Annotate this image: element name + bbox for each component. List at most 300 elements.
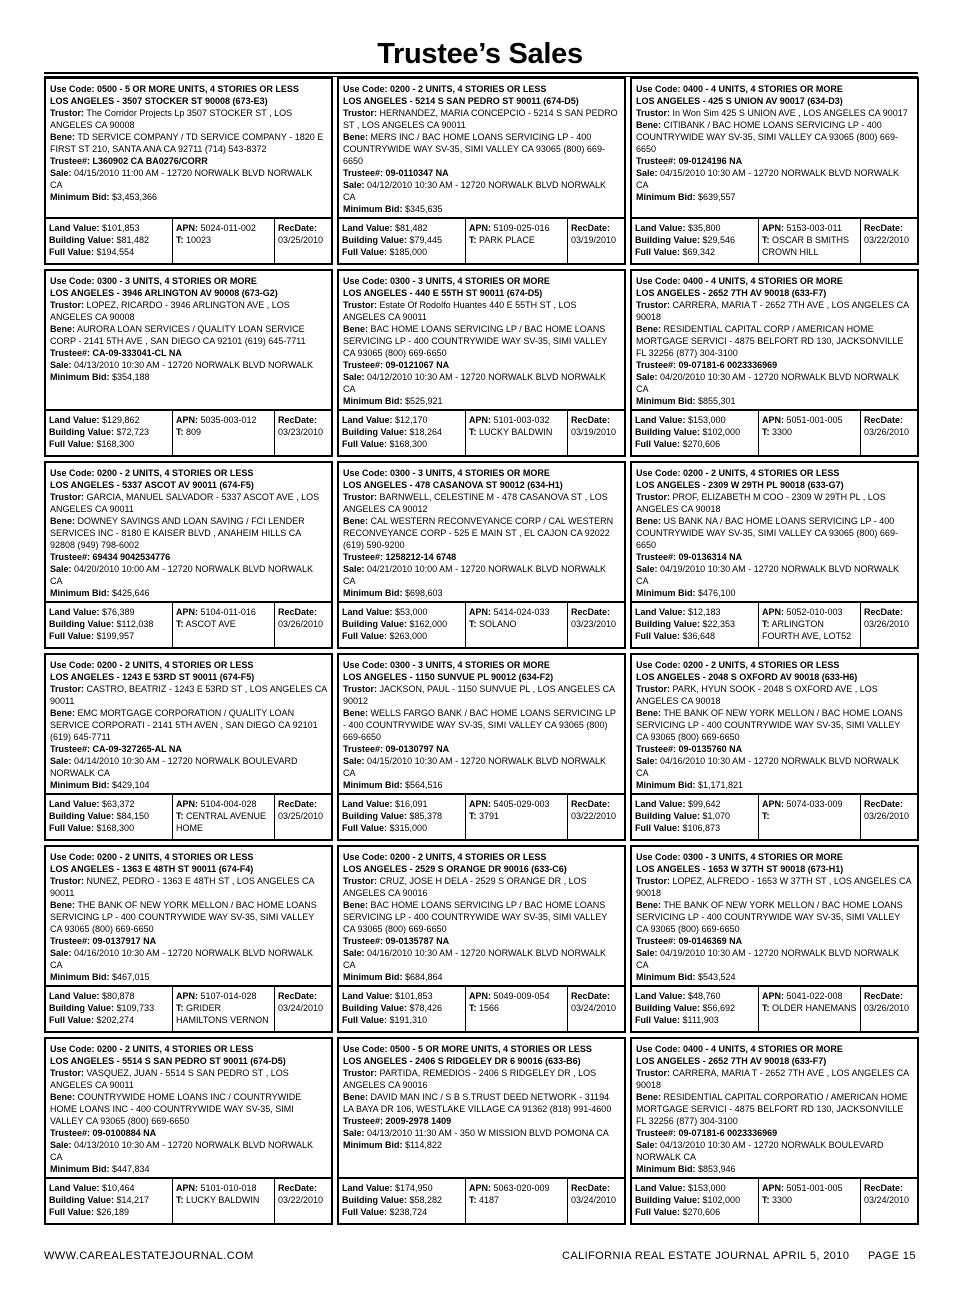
apn-line [469, 414, 564, 426]
trustor-label: Trustor: [636, 1068, 671, 1078]
beneficiary-value: WELLS FARGO BANK / BAC HOME LOANS SERVICING LP - 400 COUNTRYWIDE WAY SV-35, SIMI VALLEY CA 93065 (800) 669-6650 [343, 708, 616, 742]
land-value-value: $48,760 [688, 991, 721, 1001]
land-value-value: $63,372 [102, 799, 135, 809]
sale-info-label: Sale: [343, 1128, 365, 1138]
minimum-bid-value: $425,646 [112, 588, 150, 598]
apn-label: APN: [176, 991, 198, 1001]
values-column [632, 795, 758, 839]
tract-line [469, 810, 564, 822]
use-code: Use Code: 0500 - 5 OR MORE UNITS, 4 STORIES OR LESS [343, 1044, 592, 1054]
building-value-line [635, 234, 755, 246]
building-value-label: Building Value: [49, 1195, 115, 1205]
recdate-value: 03/22/2010 [864, 235, 910, 245]
page-title: Trustee’s Sales [377, 38, 583, 70]
listing-card [630, 77, 919, 265]
building-value-line [635, 618, 755, 630]
sale-info-value: 04/15/2010 10:30 AM - 12720 NORWALK BLVD NORWALK CA [343, 756, 606, 778]
land-value-value: $99,642 [688, 799, 721, 809]
trustee-number-label: Trustee#: [343, 936, 384, 946]
recdate-value: 03/24/2010 [571, 1195, 617, 1205]
building-value-value: $58,282 [409, 1195, 443, 1205]
beneficiary-label: Bene: [50, 324, 76, 334]
recdate-column [274, 411, 331, 455]
trustor-line [50, 683, 327, 707]
listing-details [343, 851, 620, 987]
tract-label: T: [176, 235, 184, 245]
land-value-label: Land Value: [342, 607, 393, 617]
building-value-line [635, 810, 755, 822]
building-value-label: Building Value: [635, 811, 701, 821]
sale-info-value: 04/19/2010 10:30 AM - 12720 NORWALK BLVD NORWALK CA [636, 564, 899, 586]
trustor-line [343, 875, 620, 899]
tract-value: LUCKY BALDWIN [186, 1195, 260, 1205]
use-code: Use Code: 0200 - 2 UNITS, 4 STORIES OR LESS [50, 852, 254, 862]
full-value-value: $270,606 [682, 1207, 721, 1217]
full-value-label: Full Value: [49, 823, 95, 833]
full-value-value: $238,724 [389, 1207, 428, 1217]
sale-info-line [636, 755, 913, 779]
apn-label: APN: [762, 991, 784, 1001]
apn-column [465, 987, 567, 1031]
sale-info-line [636, 371, 913, 395]
building-value-value: $72,723 [116, 427, 150, 437]
tract-line [469, 234, 564, 246]
trustee-number-value: CA-09-333041-CL NA [92, 348, 182, 358]
sale-info-value: 04/19/2010 10:30 AM - 12720 NORWALK BLVD NORWALK CA [636, 948, 899, 970]
trustee-number-value: 09-0146369 NA [678, 936, 743, 946]
sale-info-line [50, 167, 327, 191]
values-column [46, 795, 172, 839]
land-value-label: Land Value: [635, 1183, 686, 1193]
full-value-line [49, 246, 169, 258]
land-value-label: Land Value: [342, 223, 393, 233]
minimum-bid-label: Minimum Bid: [50, 780, 110, 790]
full-value-value: $263,000 [389, 631, 428, 641]
apn-value: 5414-024-033 [493, 607, 550, 617]
trustor-line [50, 299, 327, 323]
listing-details [343, 1043, 620, 1179]
beneficiary-value: COUNTRYWIDE HOME LOANS INC / COUNTRYWIDE HOME LOANS INC - 400 COUNTRYWIDE WAY SV-35, SIMI VALLEY CA 93065 (800) 669-6650 [50, 1092, 302, 1126]
full-value-line [342, 438, 462, 450]
land-value-value: $153,000 [688, 415, 726, 425]
beneficiary-value: DOWNEY SAVINGS AND LOAN SAVING / FCI LENDER SERVICES INC - 8180 E KAISER BLVD , ANAHEIM HILLS CA 92808 (949) 798-6002 [50, 516, 305, 550]
full-value-line [635, 438, 755, 450]
trustee-number-label: Trustee#: [50, 744, 91, 754]
listings-grid [44, 77, 918, 1225]
apn-label: APN: [762, 1183, 784, 1193]
tract-label: T: [762, 619, 770, 629]
listing-details [50, 467, 327, 603]
beneficiary-line [343, 707, 620, 743]
beneficiary-line [636, 1091, 913, 1127]
beneficiary-line [636, 707, 913, 743]
trustee-number-value: 09-0137917 NA [92, 936, 157, 946]
beneficiary-line [636, 119, 913, 155]
tract-label: T: [176, 619, 184, 629]
full-value-label: Full Value: [342, 1207, 388, 1217]
full-value-label: Full Value: [49, 631, 95, 641]
tract-value: 809 [186, 427, 202, 437]
tract-line [762, 618, 857, 642]
trustor-label: Trustor: [50, 108, 85, 118]
values-column [46, 987, 172, 1031]
recdate-label: RecDate: [864, 991, 904, 1001]
values-column [632, 219, 758, 263]
trustor-label: Trustor: [50, 684, 85, 694]
minimum-bid-line [343, 1139, 620, 1151]
trustee-number-label: Trustee#: [636, 360, 677, 370]
sale-info-line [636, 167, 913, 191]
minimum-bid-line [343, 395, 620, 407]
apn-label: APN: [176, 607, 198, 617]
recdate-value: 03/23/2010 [278, 427, 324, 437]
recdate-value: 03/22/2010 [571, 811, 617, 821]
minimum-bid-value: $1,171,821 [698, 780, 744, 790]
sale-info-line [343, 1127, 620, 1139]
apn-label: APN: [176, 1183, 198, 1193]
tract-value: 10023 [186, 235, 212, 245]
building-value-value: $84,150 [116, 811, 150, 821]
listing-details [50, 83, 327, 219]
listing-card [337, 1037, 626, 1225]
building-value-value: $79,445 [409, 235, 443, 245]
recdate-column [567, 219, 624, 263]
minimum-bid-value: $698,603 [405, 588, 443, 598]
sale-info-line [343, 563, 620, 587]
full-value-line [49, 1014, 169, 1026]
values-column [339, 219, 465, 263]
property-address: LOS ANGELES - 2406 S RIDGELEY DR 6 90016 (633-B6) [343, 1056, 581, 1066]
recdate-column [860, 219, 917, 263]
building-value-value: $81,482 [116, 235, 150, 245]
building-value-value: $109,733 [116, 1003, 155, 1013]
recdate-value: 03/26/2010 [864, 1003, 910, 1013]
minimum-bid-label: Minimum Bid: [636, 588, 696, 598]
building-value-line [342, 1002, 462, 1014]
minimum-bid-line [343, 779, 620, 791]
sale-info-label: Sale: [636, 564, 658, 574]
land-value-value: $35,800 [688, 223, 721, 233]
trustee-number-line [50, 155, 327, 167]
land-value-label: Land Value: [49, 607, 100, 617]
full-value-label: Full Value: [342, 631, 388, 641]
beneficiary-label: Bene: [343, 1092, 369, 1102]
building-value-line [49, 810, 169, 822]
trustee-number-value: 09-07181-6 0023336969 [678, 360, 778, 370]
trustee-number-line [50, 935, 327, 947]
tract-label: T: [176, 1003, 184, 1013]
sale-info-label: Sale: [50, 168, 72, 178]
full-value-line [49, 1206, 169, 1218]
minimum-bid-value: $3,453,366 [112, 192, 158, 202]
beneficiary-label: Bene: [636, 324, 662, 334]
trustee-number-label: Trustee#: [343, 360, 384, 370]
apn-column [465, 1179, 567, 1223]
property-address: LOS ANGELES - 1243 E 53RD ST 90011 (674-F5) [50, 672, 255, 682]
building-value-line [49, 234, 169, 246]
trustor-label: Trustor: [636, 492, 671, 502]
trustee-number-line [343, 167, 620, 179]
apn-label: APN: [176, 799, 198, 809]
sale-info-line [636, 947, 913, 971]
sale-info-line [636, 563, 913, 587]
beneficiary-label: Bene: [50, 132, 76, 142]
land-value-label: Land Value: [49, 991, 100, 1001]
land-value-line [342, 1182, 462, 1194]
listing-card [337, 269, 626, 457]
full-value-label: Full Value: [635, 439, 681, 449]
land-value-value: $174,950 [395, 1183, 433, 1193]
land-value-line [342, 414, 462, 426]
apn-label: APN: [762, 607, 784, 617]
property-address: LOS ANGELES - 3507 STOCKER ST 90008 (673-E3) [50, 96, 268, 106]
listing-values [632, 409, 917, 455]
listing-values [46, 985, 331, 1031]
values-column [46, 219, 172, 263]
sale-info-label: Sale: [636, 372, 658, 382]
apn-label: APN: [176, 223, 198, 233]
trustee-number-value: 09-0124196 NA [678, 156, 743, 166]
trustee-number-value: CA-09-327265-AL NA [92, 744, 182, 754]
minimum-bid-label: Minimum Bid: [50, 588, 110, 598]
minimum-bid-value: $345,635 [405, 204, 443, 214]
property-address: LOS ANGELES - 2529 S ORANGE DR 90016 (633-C6) [343, 864, 567, 874]
building-value-label: Building Value: [635, 1195, 701, 1205]
sale-info-line [636, 1139, 913, 1163]
building-value-value: $14,217 [116, 1195, 150, 1205]
beneficiary-line [636, 515, 913, 551]
land-value-line [342, 990, 462, 1002]
building-value-value: $102,000 [702, 1195, 741, 1205]
apn-column [465, 795, 567, 839]
listing-card [630, 461, 919, 649]
recdate-value: 03/24/2010 [864, 1195, 910, 1205]
trustor-value: PARTIDA, REMEDIOS - 2406 S RIDGELEY DR , LOS ANGELES CA 90016 [343, 1068, 597, 1090]
apn-line [176, 222, 271, 234]
tract-line [469, 1002, 564, 1014]
land-value-line [49, 990, 169, 1002]
trustee-number-value: 1258212-14 6748 [385, 552, 457, 562]
apn-label: APN: [469, 607, 491, 617]
full-value-label: Full Value: [49, 439, 95, 449]
trustor-line [636, 875, 913, 899]
listing-card [630, 653, 919, 841]
tract-line [176, 426, 271, 438]
recdate-value: 03/19/2010 [571, 427, 617, 437]
trustor-value: LOPEZ, RICARDO - 3946 ARLINGTON AVE , LOS ANGELES CA 90008 [50, 300, 290, 322]
listing-values [339, 985, 624, 1031]
land-value-label: Land Value: [635, 991, 686, 1001]
sale-info-line [343, 371, 620, 395]
trustor-value: LOPEZ, ALFREDO - 1653 W 37TH ST , LOS ANGELES CA 90018 [636, 876, 911, 898]
recdate-column [860, 987, 917, 1031]
land-value-line [49, 606, 169, 618]
recdate-value: 03/24/2010 [571, 1003, 617, 1013]
use-code: Use Code: 0200 - 2 UNITS, 4 STORIES OR LESS [343, 84, 547, 94]
beneficiary-line [50, 899, 327, 935]
use-code: Use Code: 0300 - 3 UNITS, 4 STORIES OR MORE [343, 468, 550, 478]
use-code: Use Code: 0400 - 4 UNITS, 4 STORIES OR MORE [636, 1044, 843, 1054]
values-column [632, 411, 758, 455]
tract-value: CENTRAL AVENUE HOME [176, 811, 267, 833]
trustee-number-line [50, 347, 327, 359]
apn-column [172, 1179, 274, 1223]
trustee-number-label: Trustee#: [50, 936, 91, 946]
footer-date: APRIL 5, 2010 [773, 1250, 850, 1262]
building-value-line [635, 426, 755, 438]
recdate-column [567, 795, 624, 839]
beneficiary-label: Bene: [636, 1092, 662, 1102]
trustee-number-line [343, 743, 620, 755]
trustee-number-value: 09-0135760 NA [678, 744, 743, 754]
land-value-label: Land Value: [342, 1183, 393, 1193]
building-value-label: Building Value: [49, 1003, 115, 1013]
trustor-value: CRUZ, JOSE H DELA - 2529 S ORANGE DR , LOS ANGELES CA 90016 [343, 876, 587, 898]
apn-value: 5101-010-018 [200, 1183, 257, 1193]
land-value-value: $10,464 [102, 1183, 135, 1193]
listing-values [632, 985, 917, 1031]
minimum-bid-line [343, 587, 620, 599]
trustor-line [636, 107, 913, 119]
use-code: Use Code: 0200 - 2 UNITS, 4 STORIES OR LESS [50, 468, 254, 478]
building-value-line [342, 1194, 462, 1206]
tract-line [762, 1002, 857, 1014]
tract-label: T: [176, 811, 184, 821]
listing-details [636, 659, 913, 795]
apn-value: 5074-033-009 [786, 799, 843, 809]
full-value-label: Full Value: [49, 247, 95, 257]
apn-line [176, 990, 271, 1002]
listing-details [636, 467, 913, 603]
recdate-column [274, 603, 331, 647]
trustee-number-line [636, 935, 913, 947]
apn-label: APN: [469, 223, 491, 233]
values-column [339, 987, 465, 1031]
recdate-label: RecDate: [864, 223, 904, 233]
full-value-value: $191,310 [389, 1015, 428, 1025]
apn-column [465, 603, 567, 647]
apn-value: 5101-003-032 [493, 415, 550, 425]
listing-values [632, 793, 917, 839]
beneficiary-line [50, 323, 327, 347]
sale-info-value: 04/14/2010 10:30 AM - 12720 NORWALK BOULEVARD NORWALK CA [50, 756, 298, 778]
tract-label: T: [469, 427, 477, 437]
building-value-value: $56,692 [702, 1003, 736, 1013]
use-code: Use Code: 0300 - 3 UNITS, 4 STORIES OR MORE [343, 276, 550, 286]
minimum-bid-label: Minimum Bid: [343, 396, 403, 406]
recdate-value: 03/25/2010 [278, 235, 324, 245]
recdate-value: 03/26/2010 [864, 427, 910, 437]
trustor-value: JACKSON, PAUL - 1150 SUNVUE PL , LOS ANGELES CA 90012 [343, 684, 615, 706]
full-value-label: Full Value: [49, 1207, 95, 1217]
full-value-line [342, 1014, 462, 1026]
recdate-label: RecDate: [571, 991, 611, 1001]
building-value-value: $112,038 [116, 619, 154, 629]
full-value-value: $202,274 [96, 1015, 135, 1025]
trustor-value: BARNWELL, CELESTINE M - 478 CASANOVA ST , LOS ANGELES CA 90012 [343, 492, 608, 514]
trustee-number-value: 2009-2978 1409 [385, 1116, 452, 1126]
recdate-column [274, 219, 331, 263]
beneficiary-label: Bene: [343, 516, 369, 526]
building-value-line [49, 1002, 169, 1014]
building-value-label: Building Value: [635, 619, 701, 629]
recdate-value: 03/26/2010 [278, 619, 324, 629]
apn-line [762, 414, 857, 426]
apn-value: 5104-004-028 [200, 799, 257, 809]
minimum-bid-label: Minimum Bid: [50, 372, 110, 382]
land-value-value: $101,853 [102, 223, 140, 233]
recdate-column [860, 603, 917, 647]
values-column [46, 411, 172, 455]
tract-value: GRIDER HAMILTONS VERNON [176, 1003, 269, 1025]
property-address: LOS ANGELES - 1363 E 48TH ST 90011 (674-F4) [50, 864, 254, 874]
trustor-label: Trustor: [50, 1068, 85, 1078]
building-value-line [49, 618, 169, 630]
land-value-value: $12,183 [688, 607, 721, 617]
trustee-number-line [636, 155, 913, 167]
land-value-line [49, 414, 169, 426]
beneficiary-label: Bene: [636, 708, 662, 718]
recdate-label: RecDate: [864, 415, 904, 425]
use-code: Use Code: 0300 - 3 UNITS, 4 STORIES OR MORE [50, 276, 257, 286]
apn-column [758, 987, 860, 1031]
trustor-value: PARK, HYUN SOOK - 2048 S OXFORD AVE , LOS ANGELES CA 90018 [636, 684, 878, 706]
tract-value: 3791 [479, 811, 500, 821]
land-value-line [49, 222, 169, 234]
building-value-label: Building Value: [635, 427, 701, 437]
beneficiary-line [343, 515, 620, 551]
trustor-line [50, 107, 327, 131]
trustee-number-line [50, 551, 327, 563]
sale-info-line [343, 947, 620, 971]
property-address: LOS ANGELES - 5214 S SAN PEDRO ST 90011 (674-D5) [343, 96, 579, 106]
tract-line [762, 1194, 857, 1206]
property-address: LOS ANGELES - 2652 7TH AV 90018 (633-F7) [636, 1056, 827, 1066]
sale-info-value: 04/20/2010 10:30 AM - 12720 NORWALK BLVD NORWALK CA [636, 372, 899, 394]
recdate-label: RecDate: [571, 799, 611, 809]
tract-line [762, 426, 857, 438]
beneficiary-line [343, 899, 620, 935]
trustor-value: The Corridor Projects Lp 3507 STOCKER ST , LOS ANGELES CA 90008 [50, 108, 293, 130]
apn-value: 5107-014-028 [200, 991, 257, 1001]
sale-info-line [50, 1139, 327, 1163]
sale-info-value: 04/16/2010 10:30 AM - 12720 NORWALK BLVD NORWALK CA [343, 948, 606, 970]
tract-label: T: [469, 1003, 477, 1013]
minimum-bid-label: Minimum Bid: [343, 588, 403, 598]
sale-info-value: 04/16/2010 10:30 AM - 12720 NORWALK BLVD NORWALK CA [50, 948, 313, 970]
full-value-line [342, 246, 462, 258]
full-value-value: $106,873 [682, 823, 721, 833]
minimum-bid-value: $476,100 [698, 588, 736, 598]
apn-value: 5041-022-008 [786, 991, 843, 1001]
tract-line [176, 1002, 271, 1026]
apn-value: 5153-003-011 [786, 223, 842, 233]
trustor-line [50, 491, 327, 515]
listing-values [46, 409, 331, 455]
full-value-label: Full Value: [635, 1015, 681, 1025]
trustee-number-line [50, 1127, 327, 1139]
beneficiary-line [50, 131, 327, 155]
recdate-column [274, 795, 331, 839]
building-value-value: $22,353 [702, 619, 736, 629]
property-address: LOS ANGELES - 1150 SUNVUE PL 90012 (634-F2) [343, 672, 554, 682]
land-value-value: $80,878 [102, 991, 135, 1001]
trustor-line [343, 107, 620, 131]
building-value-label: Building Value: [342, 811, 408, 821]
listing-card [44, 845, 333, 1033]
land-value-label: Land Value: [635, 799, 686, 809]
trustee-number-label: Trustee#: [636, 156, 677, 166]
